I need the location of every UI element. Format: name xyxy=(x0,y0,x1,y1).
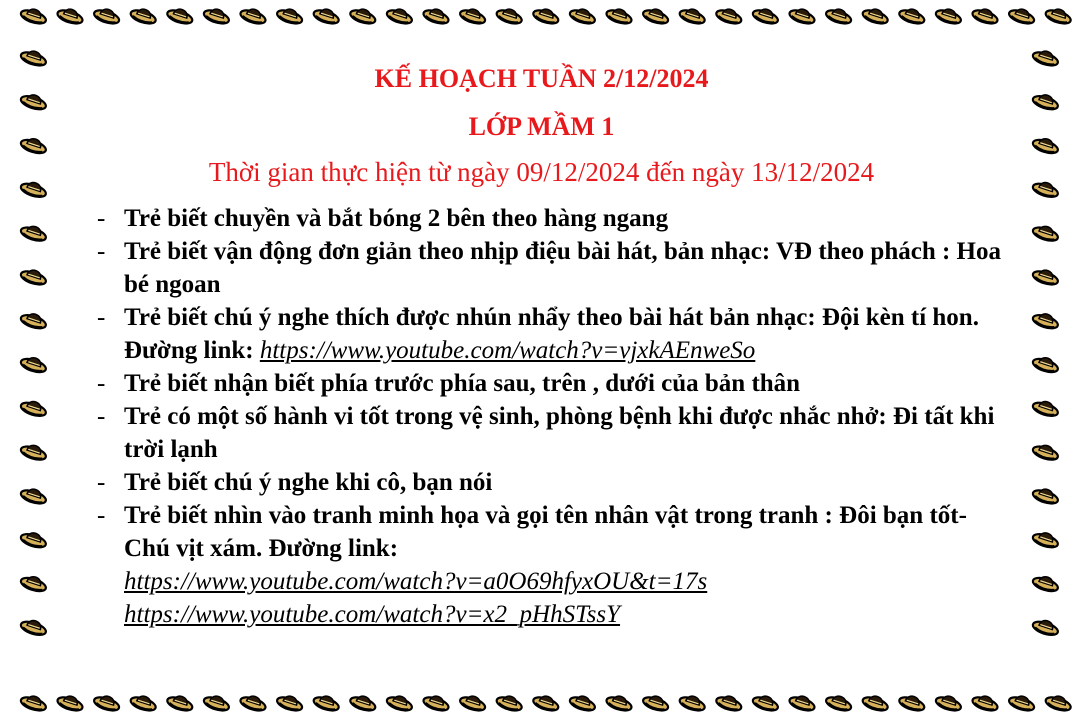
bullet-dash: - xyxy=(97,238,106,265)
bullet-dash: - xyxy=(97,469,106,496)
time-period: Thời gian thực hiện từ ngày 09/12/2024 đến ngày 13/12/2024 xyxy=(208,157,875,187)
list-item xyxy=(97,367,1017,400)
list-item xyxy=(97,235,1017,301)
list-item xyxy=(97,301,1017,367)
item-text: Trẻ biết chú ý nghe thích được nhún nhẩy theo bài hát bản nhạc: Đội kèn tí hon. Đường link: xyxy=(124,304,979,364)
list-item xyxy=(97,400,1017,466)
objectives-list xyxy=(97,202,1017,631)
item-text: Trẻ biết vận động đơn giản theo nhịp điệu bài hát, bản nhạc: VĐ theo phách : Hoa bé ngoan xyxy=(124,238,1002,298)
item-text: Trẻ biết nhận biết phía trước phía sau, trên , dưới của bản thân xyxy=(124,370,801,397)
class-name: LỚP MẦM 1 xyxy=(468,112,615,141)
bullet-dash: - xyxy=(97,205,106,232)
list-item xyxy=(97,466,1017,499)
item-text: Trẻ có một số hành vi tốt trong vệ sinh, phòng bệnh khi được nhắc nhở: Đi tất khi trời lạnh xyxy=(124,403,995,463)
youtube-link[interactable]: https://www.youtube.com/watch?v=a0O69hfyxOU&t=17s xyxy=(124,568,708,595)
bullet-dash: - xyxy=(97,370,106,397)
item-text: Trẻ biết nhìn vào tranh minh họa và gọi tên nhân vật trong tranh : Đôi bạn tốt- Chú vịt xám. Đường link: xyxy=(124,502,967,562)
youtube-link[interactable]: https://www.youtube.com/watch?v=x2_pHhSTssY xyxy=(124,601,621,628)
bullet-dash: - xyxy=(97,403,106,430)
item-text: Trẻ biết chuyền và bắt bóng 2 bên theo hàng ngang xyxy=(124,205,669,232)
plan-title: KẾ HOẠCH TUẦN 2/12/2024 xyxy=(374,64,709,93)
item-text: Trẻ biết chú ý nghe khi cô, bạn nói xyxy=(124,469,493,496)
list-item xyxy=(97,202,1017,235)
bullet-dash: - xyxy=(97,304,106,331)
bullet-dash: - xyxy=(97,502,106,529)
youtube-link[interactable]: https://www.youtube.com/watch?v=vjxkAEnweSo xyxy=(259,337,756,364)
list-item xyxy=(97,499,1017,631)
